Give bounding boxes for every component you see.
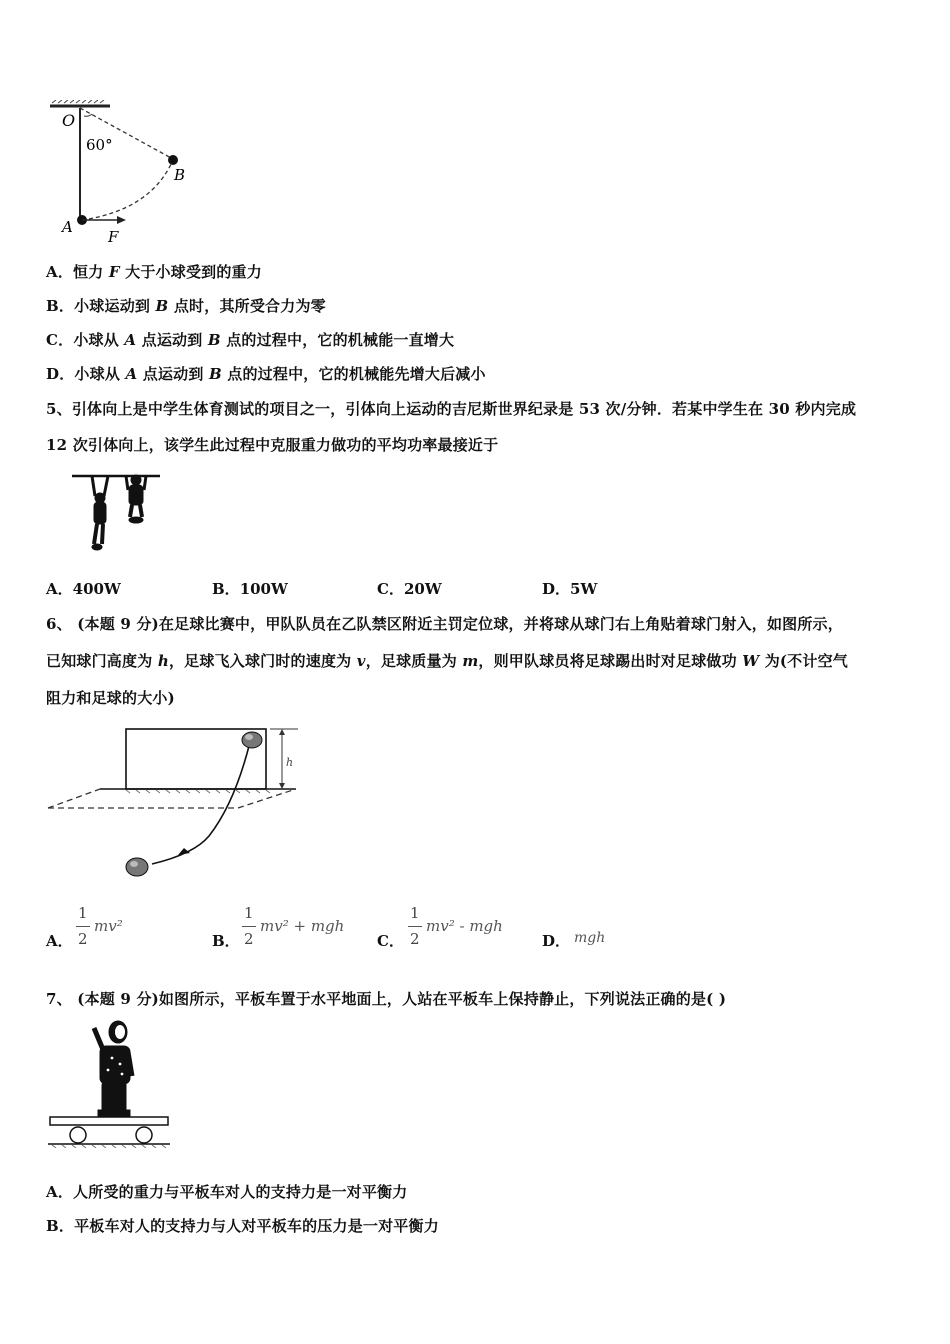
q5-option-d[interactable]: D．5W: [542, 580, 598, 598]
label-f: F: [108, 228, 119, 246]
soccer-goal-figure: [44, 724, 304, 884]
q7-option-b[interactable]: B．平板车对人的支持力与人对平板车的压力是一对平衡力: [46, 1217, 439, 1235]
q6-option-c[interactable]: C．: [377, 932, 404, 950]
q4-option-a[interactable]: A．恒力 F 大于小球受到的重力: [46, 263, 262, 281]
q6-formula-a: 1 2 mv²: [78, 904, 123, 948]
q6-option-b[interactable]: B．: [212, 932, 240, 950]
q5-stem-line1: 5、引体向上是中学生体育测试的项目之一，引体向上运动的吉尼斯世界纪录是 53 次/分钟．若某中学生在 30 秒内完成: [46, 400, 857, 418]
q6-stem-line2: 已知球门高度为 h，足球飞入球门时的速度为 v，足球质量为 m，则甲队球员将足球踢出时对足球做功 W 为(不计空气: [46, 652, 848, 670]
q6-option-a[interactable]: A．: [46, 932, 73, 950]
q7-stem-line1: 7、 (本题 9 分)如图所示，平板车置于水平地面上，人站在平板车上保持静止，下列说法正确的是( ): [46, 990, 727, 1008]
q6-option-d[interactable]: D．: [542, 932, 571, 950]
q6-stem-line3: 阻力和足球的大小): [46, 689, 175, 707]
label-angle: 60°: [86, 136, 113, 154]
label-o: O: [62, 111, 76, 130]
ball-bottom: [126, 858, 148, 876]
q5-option-a[interactable]: A．400W: [46, 580, 121, 598]
ball-top: [242, 732, 262, 748]
q4-option-c[interactable]: C．小球从 A 点运动到 B 点的过程中，它的机械能一直增大: [46, 331, 455, 349]
label-h: h: [286, 756, 294, 769]
q4-option-d[interactable]: D．小球从 A 点运动到 B 点的过程中，它的机械能先增大后减小: [46, 365, 486, 383]
q4-option-b[interactable]: B．小球运动到 B 点时，其所受合力为零: [46, 297, 326, 315]
pull-up-figure: [70, 470, 170, 555]
label-b: B: [174, 166, 186, 184]
q6-formula-c: 1 2 mv² - mgh: [410, 904, 503, 948]
q6-formula-b: 1 2 mv² + mgh: [244, 904, 345, 948]
q6-formula-d: mgh: [574, 930, 606, 946]
q7-option-a[interactable]: A．人所受的重力与平板车对人的支持力是一对平衡力: [46, 1183, 408, 1201]
pendulum-figure: [46, 100, 196, 250]
label-a: A: [62, 218, 73, 236]
q5-option-c[interactable]: C．20W: [377, 580, 442, 598]
q6-stem-line1: 6、 (本题 9 分)在足球比赛中，甲队队员在乙队禁区附近主罚定位球，并将球从球门右上角贴着球门射入，如图所示，: [46, 615, 843, 633]
ball-b: [168, 155, 178, 165]
q5-option-b[interactable]: B．100W: [212, 580, 288, 598]
q5-stem-line2: 12 次引体向上，该学生此过程中克服重力做功的平均功率最接近于: [46, 436, 499, 454]
cart-person-figure: [46, 1018, 176, 1148]
